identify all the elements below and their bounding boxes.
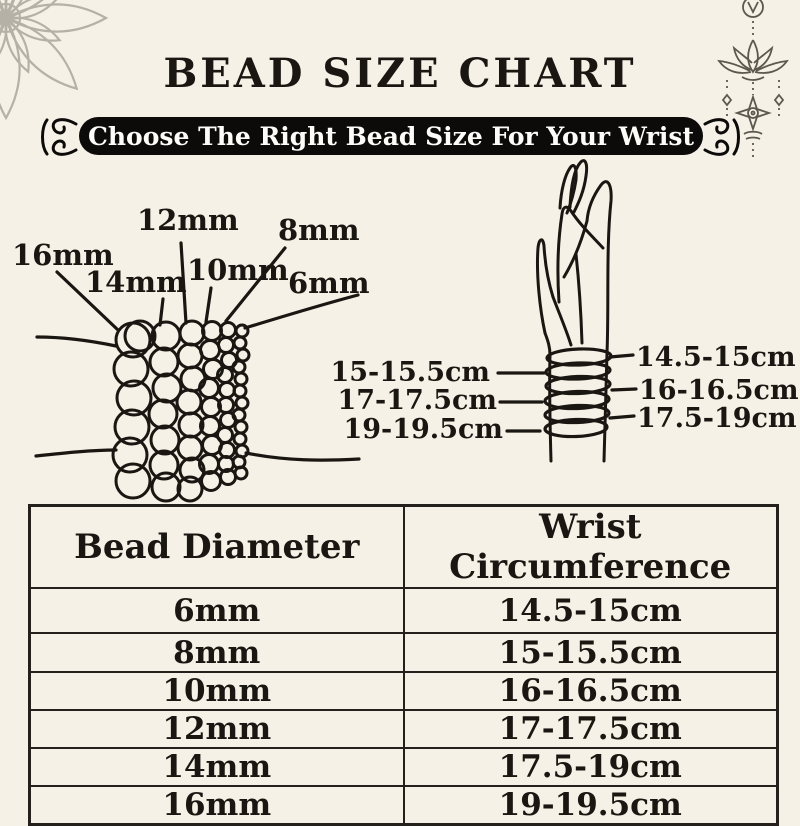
bead-size-label-10mm: 10mm: [187, 253, 289, 287]
bead-diameter-cell: 8mm: [30, 633, 404, 672]
banner: [79, 117, 703, 155]
table-header-row: [30, 506, 778, 589]
wrist-circumference-cell: 14.5-15cm: [404, 588, 778, 633]
wrist-label-15-15.5cm: 15-15.5cm: [330, 357, 490, 388]
wrist-label-19-19.5cm: 19-19.5cm: [343, 414, 503, 445]
bead-size-label-16mm: 16mm: [12, 238, 114, 272]
wrist-circumference-cell: 17-17.5cm: [404, 710, 778, 748]
table-row: [30, 710, 778, 748]
table-row: [30, 633, 778, 672]
bead-diameter-cell: 14mm: [30, 748, 404, 786]
bead-size-label-12mm: 12mm: [137, 203, 239, 237]
banner-text: Choose The Right Bead Size For Your Wrist: [87, 121, 695, 151]
wrist-circumference-cell: 15-15.5cm: [404, 633, 778, 672]
bead-size-label-14mm: 14mm: [85, 265, 187, 299]
column-header-wrist-circumference: Wrist Circumference: [404, 506, 778, 589]
table-row: [30, 786, 778, 825]
table-row: [30, 748, 778, 786]
table-row: [30, 672, 778, 710]
column-header-bead-diameter: Bead Diameter: [30, 506, 404, 589]
bead-diameter-cell: 16mm: [30, 786, 404, 825]
wrist-label-14.5-15cm: 14.5-15cm: [636, 342, 796, 373]
page-title: BEAD SIZE CHART: [163, 50, 637, 97]
table-row: [30, 588, 778, 633]
bead-diameter-cell: 10mm: [30, 672, 404, 710]
wrist-label-17-17.5cm: 17-17.5cm: [337, 385, 497, 416]
wrist-circumference-cell: 16-16.5cm: [404, 672, 778, 710]
curly-flourish-left-icon: [43, 120, 77, 155]
bead-size-table: [28, 504, 779, 826]
hand-illustration: [498, 161, 636, 461]
curly-flourish-right-icon: [705, 120, 739, 155]
wrist-circumference-cell: 19-19.5cm: [404, 786, 778, 825]
bead-diameter-cell: 6mm: [30, 588, 404, 633]
wrist-circumference-cell: 17.5-19cm: [404, 748, 778, 786]
bead-size-label-6mm: 6mm: [288, 266, 370, 300]
bead-size-label-8mm: 8mm: [278, 213, 360, 247]
bead-diameter-cell: 12mm: [30, 710, 404, 748]
wrist-label-16-16.5cm: 16-16.5cm: [639, 375, 799, 406]
wrist-label-17.5-19cm: 17.5-19cm: [637, 403, 797, 434]
